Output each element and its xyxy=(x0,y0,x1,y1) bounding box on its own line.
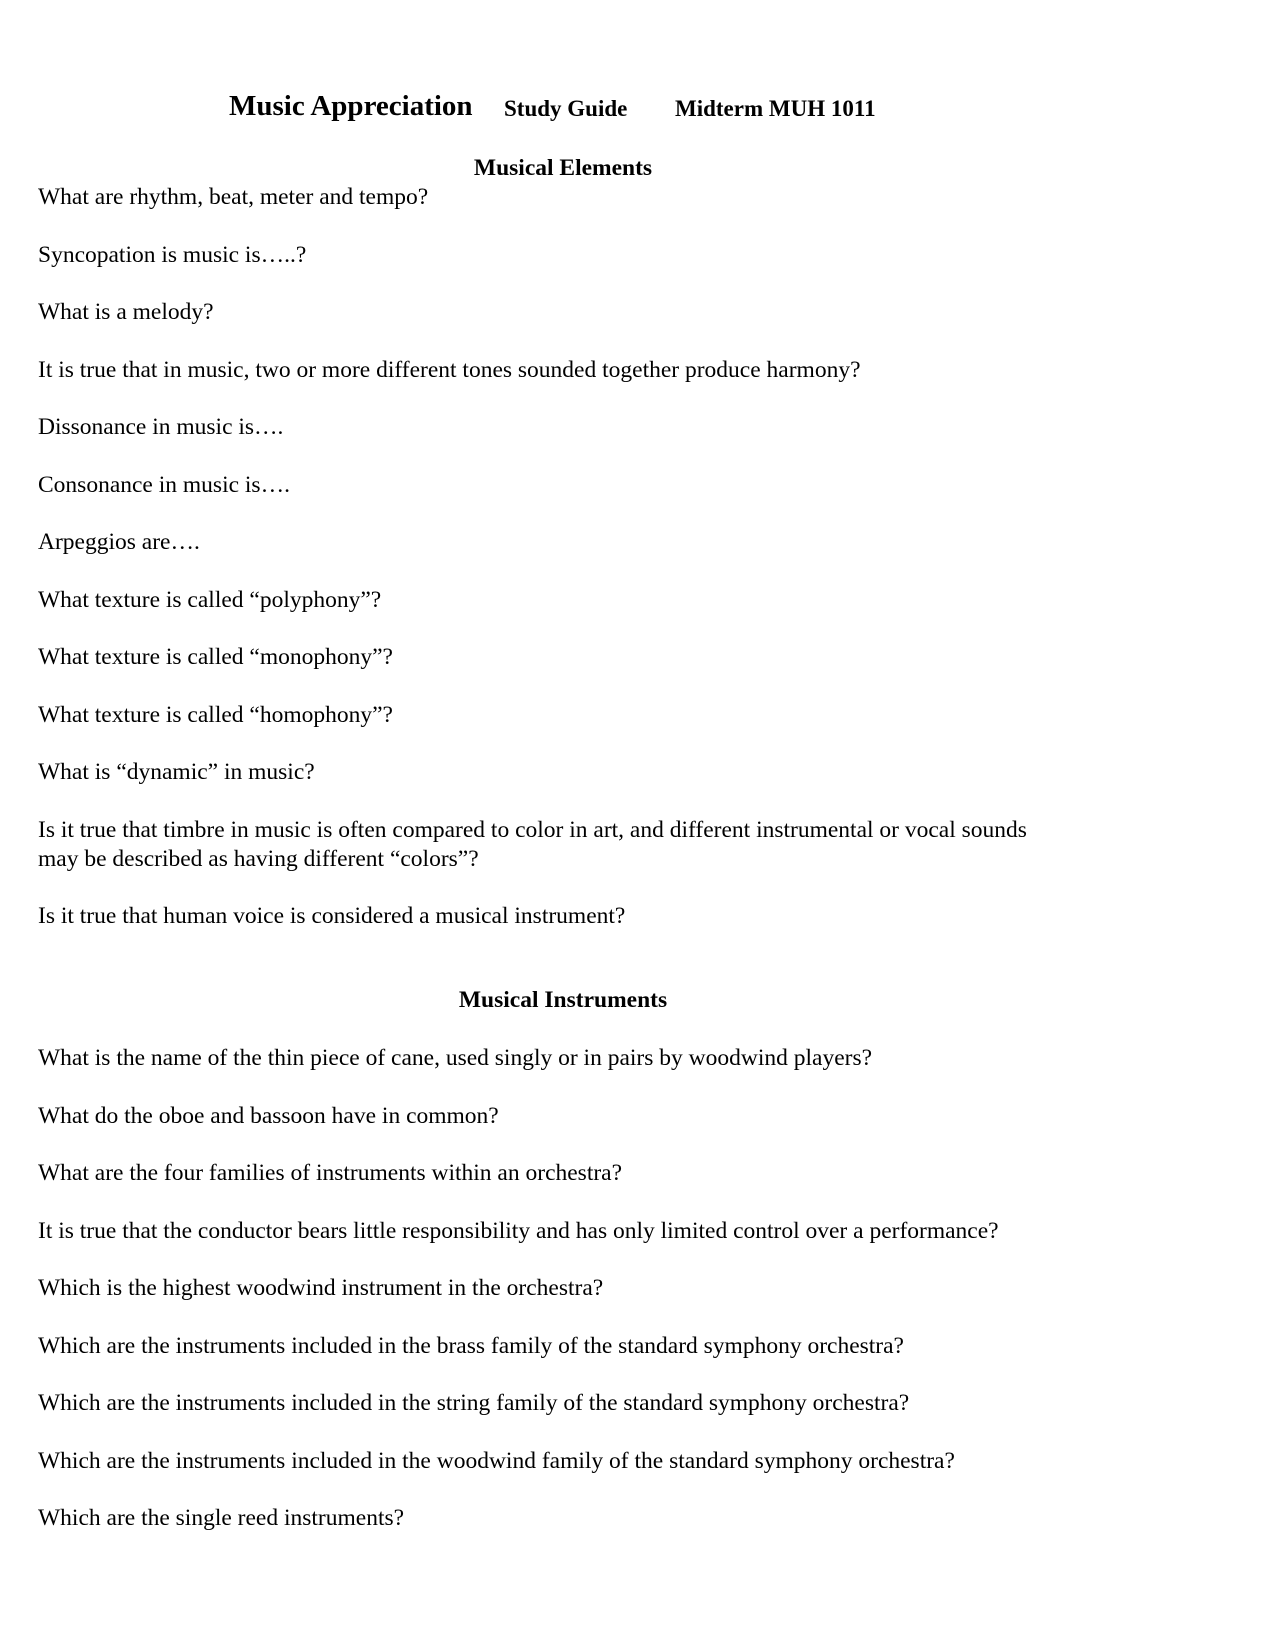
question-item: What is the name of the thin piece of cane, used singly or in pairs by woodwind players? xyxy=(38,1045,873,1071)
question-item: It is true that in music, two or more different tones sounded together produce harmony? xyxy=(38,356,861,383)
question-item: What is a melody? xyxy=(38,299,214,325)
question-item: What are rhythm, beat, meter and tempo? xyxy=(38,184,429,210)
question-item: Which are the instruments included in the string family of the standard symphony orchestra? xyxy=(38,1390,910,1416)
exam-label: Midterm MUH 1011 xyxy=(675,96,876,121)
question-item: What are the four families of instruments within an orchestra? xyxy=(38,1160,623,1186)
document-subtitle: Study Guide xyxy=(504,96,628,121)
question-item: What texture is called “monophony”? xyxy=(38,644,393,670)
document-title: Music Appreciation xyxy=(229,90,473,122)
question-item: Is it true that human voice is considered a musical instrument? xyxy=(38,903,626,929)
question-item: What texture is called “homophony”? xyxy=(38,701,393,728)
question-item: Which are the single reed instruments? xyxy=(38,1505,405,1531)
question-item: What texture is called “polyphony”? xyxy=(38,586,382,613)
question-item: It is true that the conductor bears little responsibility and has only limited control over a performance? xyxy=(38,1217,999,1244)
question-item: Which are the instruments included in the woodwind family of the standard symphony orchestra? xyxy=(38,1447,955,1474)
question-item: Syncopation is music is…..? xyxy=(38,241,307,268)
section-heading-musical-elements: Musical Elements xyxy=(473,155,653,181)
question-item: What is “dynamic” in music? xyxy=(38,759,315,785)
question-item: Which are the instruments included in the brass family of the standard symphony orchestra? xyxy=(38,1332,904,1359)
question-list-musical-elements xyxy=(38,183,1098,960)
question-item: Which is the highest woodwind instrument in the orchestra? xyxy=(38,1275,604,1301)
question-list-musical-instruments xyxy=(38,1044,1098,1562)
question-item: Consonance in music is…. xyxy=(38,471,290,498)
question-item: Is it true that timbre in music is often compared to color in art, and different instrumental or vocal sounds may be described as having different “colors”? xyxy=(38,816,1027,872)
question-item: What do the oboe and bassoon have in common? xyxy=(38,1102,499,1129)
question-item: Arpeggios are…. xyxy=(38,529,200,555)
section-heading-musical-instruments: Musical Instruments xyxy=(458,987,668,1013)
question-item: Dissonance in music is…. xyxy=(38,414,284,440)
